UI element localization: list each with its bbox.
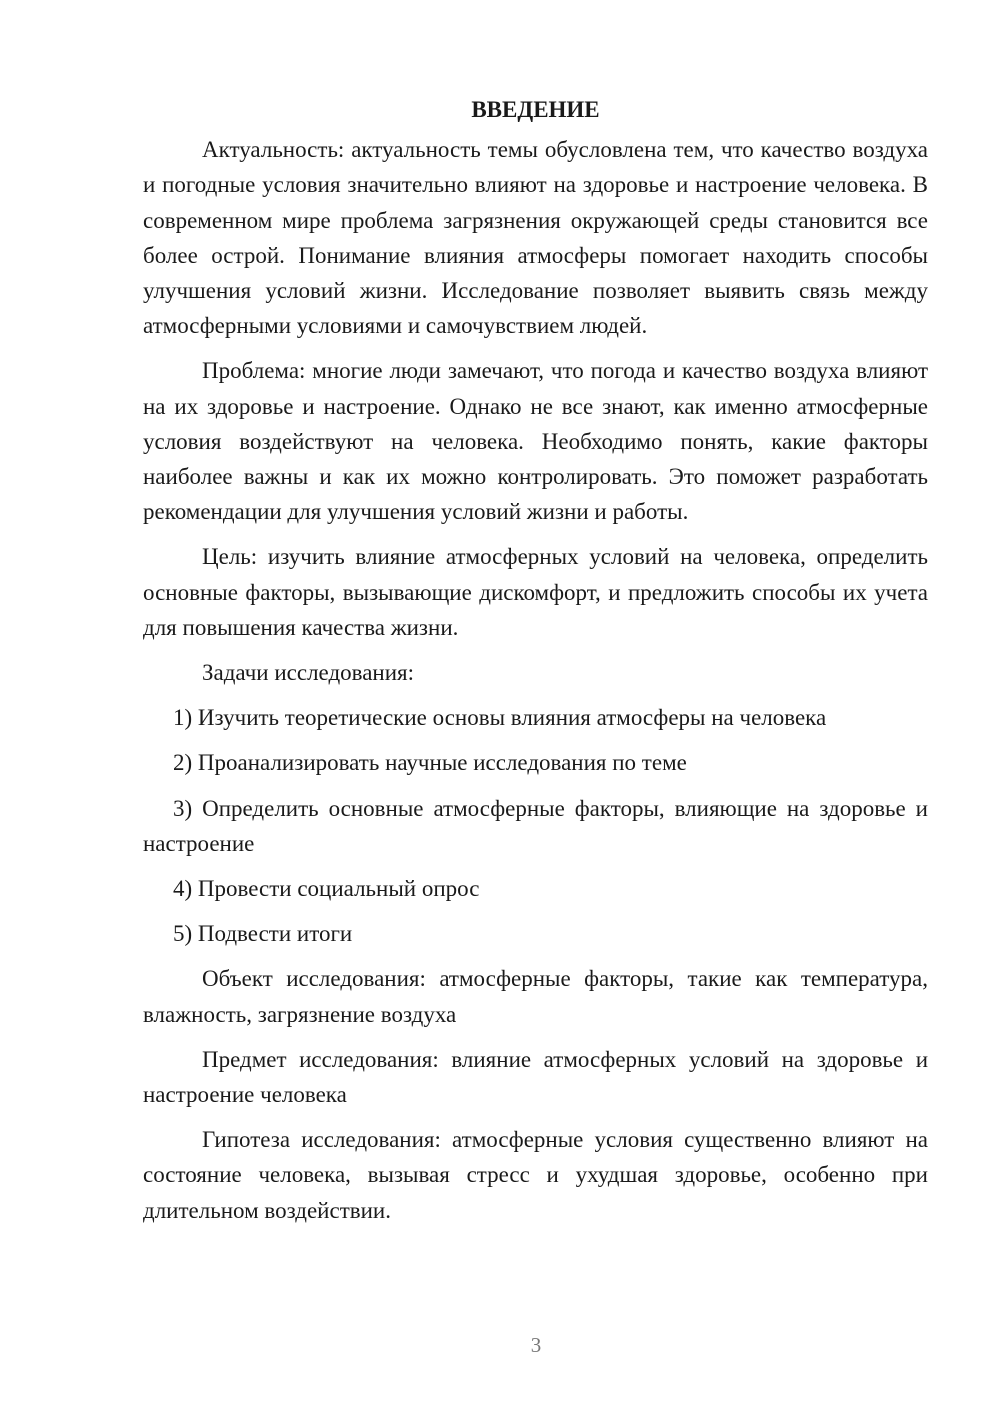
paragraph-relevance: Актуальность: актуальность темы обусловлена тем, что качество воздуха и погодные условия значительно влияют на здоровье и настроение человека. В современном мире проблема загрязнения окружающей среды становится все более острой. Понимание влияния атмосферы помогает находить способы улучшения условий жизни. Исследование позволяет выявить связь между атмосферными условиями и самочувствием людей. [143, 137, 928, 339]
paragraph-object: Объект исследования: атмосферные факторы, такие как температура, влажность, загрязнение воздуха [143, 966, 928, 1027]
task-item: 4) Провести социальный опрос [173, 876, 480, 902]
paragraph-goal: Цель: изучить влияние атмосферных условий на человека, определить основные факторы, вызывающие дискомфорт, и предложить способы их учета для повышения качества жизни. [143, 544, 928, 640]
paragraph-subject: Предмет исследования: влияние атмосферных условий на здоровье и настроение человека [143, 1046, 928, 1108]
task-item: 1) Изучить теоретические основы влияния атмосферы на человека [173, 705, 827, 731]
tasks-list [143, 700, 928, 951]
page-content [143, 92, 928, 1238]
paragraph-hypothesis: Гипотеза исследования: атмосферные условия существенно влияют на состояние человека, вызывая стресс и ухудшая здоровье, особенно при длительном воздействии. [143, 1127, 928, 1223]
task-item: 3) Определить основные атмосферные факторы, влияющие на здоровье и настроение [143, 795, 928, 856]
paragraph-problem: Проблема: многие люди замечают, что погода и качество воздуха влияют на их здоровье и настроение. Однако не все знают, как именно атмосферные условия воздействуют на человека. Необходимо понять, какие факторы наиболее важны и как их можно контролировать. Это поможет разработать рекомендации для улучшения условий жизни и работы. [143, 358, 928, 525]
tasks-title: Задачи исследования: [202, 660, 415, 686]
task-item: 5) Подвести итоги [173, 921, 353, 947]
page-number: 3 [530, 1333, 542, 1357]
task-item: 2) Проанализировать научные исследования по теме [173, 750, 687, 776]
section-heading: ВВЕДЕНИЕ [471, 97, 600, 122]
